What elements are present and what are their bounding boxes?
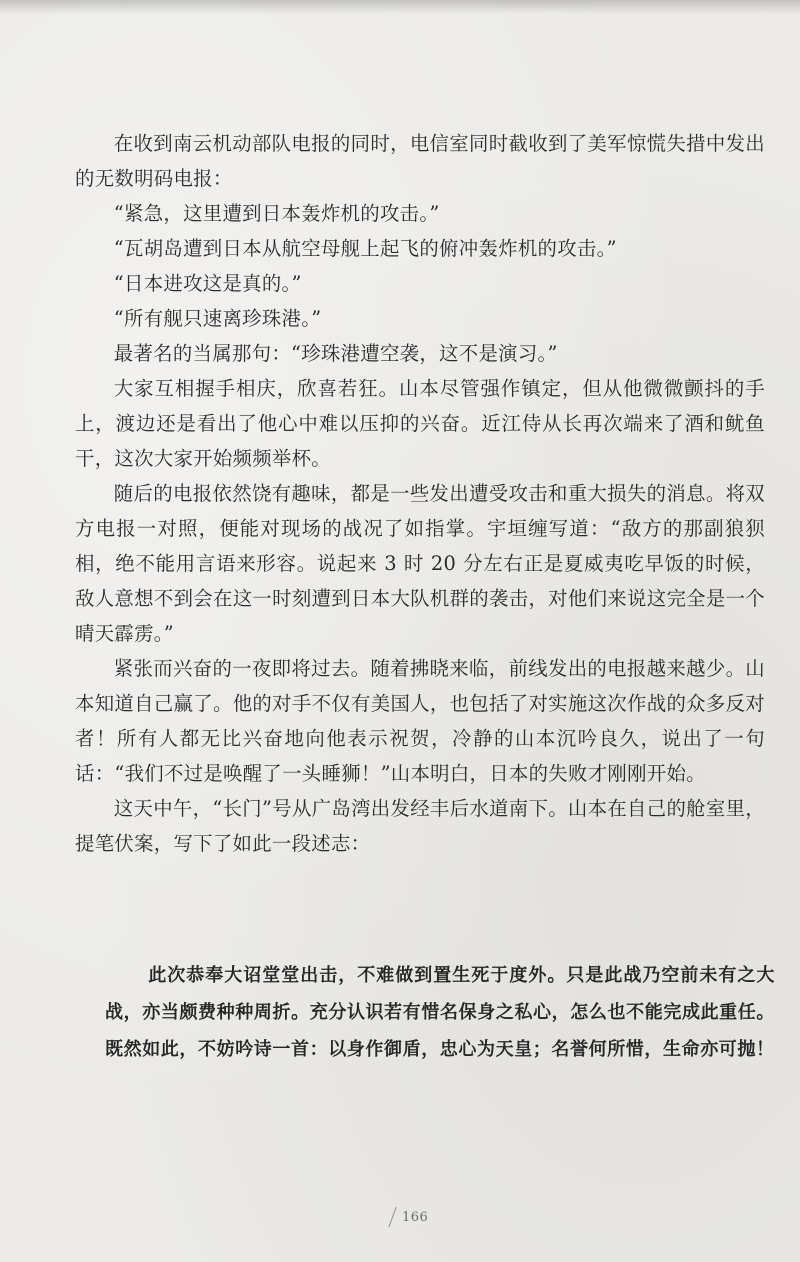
page-top-shadow (0, 0, 800, 14)
paragraph: “所有舰只速离珍珠港。” (113, 307, 322, 330)
paragraph: 随后的电报依然饶有趣味，都是一些发出遭受攻击和重大损失的消息。将双方电报一对照，便能对现场的战况了如指掌。宇垣缠写道：“敌方的那副狼狈相，绝不能用言语来形容。说起来 3 时 20 分左右正是夏威夷吃早饭的时候，敌人意想不到会在这一时刻遭到日本大队机群的袭击，对他们来说这完全是一个晴天霹雳。” (75, 482, 765, 645)
poem-text: 此次恭奉大诏堂堂出击，不难做到置生死于度外。只是此战乃空前未有之大战，亦当颇费种种周折。充分认识若有惜名保身之私心，怎么也不能完成此重任。既然如此，不妨吟诗一首：以身作御盾，忠心为天皇；名誉何所惜，生命亦可抛！ (105, 965, 775, 1060)
paragraph: 紧张而兴奋的一夜即将过去。随着拂晓来临，前线发出的电报越来越少。山本知道自己赢了。他的对手不仅有美国人，也包括了对实施这次作战的众多反对者！所有人都无比兴奋地向他表示祝贺，冷静的山本沉吟良久，说出了一句话：“我们不过是唤醒了一头睡狮！”山本明白，日本的失败才刚刚开始。 (75, 657, 765, 785)
paragraph: 最著名的当属那句：“珍珠港遭空袭，这不是演习。” (113, 342, 558, 365)
page-number: 166 (402, 1210, 429, 1225)
body-text (75, 126, 765, 861)
paragraph: “日本进攻这是真的。” (113, 272, 302, 295)
paragraph: “紧急，这里遭到日本轰炸机的攻击。” (113, 202, 440, 225)
poem-quote (105, 957, 775, 1068)
paragraph: 大家互相握手相庆，欣喜若狂。山本尽管强作镇定，但从他微微颤抖的手上，渡边还是看出了他心中难以压抑的兴奋。近江侍从长再次端来了酒和鱿鱼干，这次大家开始频频举杯。 (75, 377, 765, 470)
paragraph: 这天中午，“长门”号从广岛湾出发经丰后水道南下。山本在自己的舱室里，提笔伏案，写下了如此一段述志： (75, 797, 765, 855)
paragraph: “瓦胡岛遭到日本从航空母舰上起飞的俯冲轰炸机的攻击。” (113, 237, 617, 260)
paragraph: 在收到南云机动部队电报的同时，电信室同时截收到了美军惊慌失措中发出的无数明码电报： (75, 132, 765, 190)
